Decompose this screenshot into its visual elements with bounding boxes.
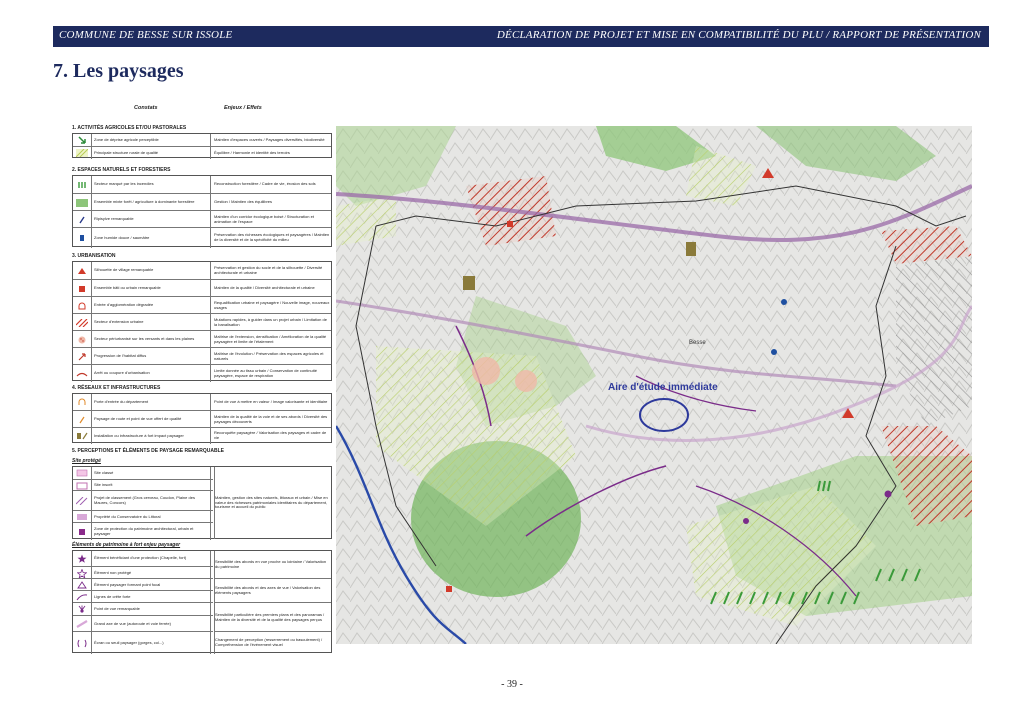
legend-row (73, 522, 213, 540)
page-header-band (53, 26, 989, 47)
curve-line-icon (73, 365, 92, 382)
legend-label: Ensemble bâti ou urbain remarquable (94, 280, 211, 297)
legend-group (72, 550, 332, 653)
col-header-constats: Constats (134, 105, 158, 111)
legend-effect: Reconquête paysagère / Valorisation des paysages et cadre de vie (214, 430, 327, 440)
legend-row (73, 490, 213, 511)
legend-effect: Préservation et gestion du socle et de la silhouette / Diversité architecturale et urbaine (214, 264, 323, 275)
section-title: 3. URBANISATION (72, 253, 116, 259)
legend-effect: Sensibilité des abords en vue proche ou lointaine / Valorisation du patrimoine (214, 551, 331, 578)
legend-group (72, 393, 332, 443)
legend-row (73, 427, 331, 444)
legend-effect: Changement de perception (resserrement ou basculement) / Compréhension de l'événement visuel (214, 631, 331, 654)
legend-row (73, 347, 331, 365)
legend-label: Porte d'entrée du département (94, 394, 211, 410)
triangle-filled-icon (73, 262, 92, 279)
page-title: 7. Les paysages (53, 60, 184, 82)
legend-label: Projet de classement (Gros cerveau, Coudon, Plaine des Maures, Concors) (94, 491, 211, 511)
study-area-label: Aire d'étude immédiate (608, 382, 718, 393)
zppaup-swatch-icon (73, 523, 92, 540)
legend-effect: Reconstruction forestière / Cadre de vie, érosion des sols (214, 181, 316, 187)
legend-effect: Maintien de la qualité / Diversité architecturale et urbaine (214, 285, 315, 291)
remarkable-built-marker (446, 586, 452, 592)
legend-label: Silhouette de village remarquable (94, 262, 211, 279)
legend-row (73, 313, 331, 331)
legend-label: Site inscrit (94, 480, 211, 491)
ripisylve-line-icon (73, 211, 92, 228)
col-header-enjeux: Enjeux / Effets (224, 105, 262, 111)
legend-label: Site classé (94, 467, 211, 479)
legend-row (73, 210, 331, 228)
legend-effect: Sensibilité des abords et des axes de vue / Valorisation des éléments paysagers (214, 578, 331, 603)
legend-label: Zone de protection du patrimoine architectural, urbain et paysager (94, 523, 211, 540)
wetland-marker (771, 349, 777, 355)
legend-label: Propriété du Conservatoire du Littoral (94, 511, 211, 523)
legend-effect: Gestion / Maintien des équilibres (214, 199, 273, 205)
page-number: - 39 - (501, 679, 523, 690)
legend-row (73, 330, 331, 348)
legend-label: Secteur d'extension urbaine (94, 314, 211, 331)
header-document-title: DÉCLARATION DE PROJET ET MISE EN COMPATIBILITÉ DU PLU / RAPPORT DE PRÉSENTATION (496, 29, 981, 41)
section-title: 1. ACTIVITÉS AGRICOLES ET/OU PASTORALES (72, 125, 187, 131)
screen-threshold-icon (73, 632, 92, 654)
legend-row (73, 602, 213, 616)
arrow-icon (73, 134, 92, 146)
legend-row (73, 176, 331, 193)
legend-group (72, 466, 332, 539)
place-label-besse: Besse (689, 340, 706, 346)
landscape-map (336, 126, 972, 644)
header-commune: COMMUNE DE BESSE SUR ISSOLE (59, 29, 233, 41)
viewpoint-marker (885, 491, 892, 498)
legend-label: Élément paysager formant point focal (94, 579, 211, 591)
legend-label: Grand axe de vue (autoroute et voie ferrée) (94, 616, 211, 632)
subheading-site-protege: Site protégé (72, 458, 101, 464)
arch-outline-icon (73, 297, 92, 314)
legend-effect: Requalification urbaine et paysagère / Nouvelle image, nouveaux usages (214, 299, 330, 310)
legend-effect: Maîtrise de l'extension, densification / Amélioration de la qualité paysagère et limite de l'étalement (214, 333, 327, 344)
legend-effect: Maintien, gestion des sites naturels, littoraux et urbain / Mise en valeur des richesses patrimoniales identitaires du département, tourisme et accueil du public (214, 467, 331, 539)
legend-label: Ripisylve remarquable (94, 211, 211, 228)
gateway-icon (73, 394, 92, 410)
periurban-sector (472, 357, 500, 385)
legend-effect: Maintien d'un corridor écologique boisé / Structuration et animation de l'espace (214, 213, 314, 224)
wetland-square-icon (73, 228, 92, 248)
hatch-swatch-icon (73, 147, 92, 159)
infrastructure-marker (463, 276, 475, 290)
legend-row (73, 296, 331, 314)
road-view-icon (73, 411, 92, 428)
legend-label: Entrée d'agglomération dégradée (94, 297, 211, 314)
legend-label: Zone humide douce / saumâtre (94, 228, 211, 248)
legend-row (73, 146, 331, 159)
remarkable-built-marker (507, 221, 513, 227)
legend-label: Secteur marqué par les incendies (94, 176, 211, 193)
arrow-diag-icon (73, 348, 92, 365)
section-title: 2. ESPACES NATURELS ET FORESTIERS (72, 167, 171, 173)
legend-label: Élément non protégé (94, 567, 211, 579)
legend-effect: Maintien de la qualité de la voie et de ses abords / Diversité des paysages découverts (214, 413, 328, 424)
projet-classement-swatch-icon (73, 491, 92, 511)
legend-label: Arrêt ou coupure d'urbanisation (94, 365, 211, 382)
square-filled-icon (73, 280, 92, 297)
dot-pattern-icon (73, 331, 92, 348)
section-title: 4. RÉSEAUX ET INFRASTRUCTURES (72, 385, 161, 391)
legend-label: Lignes de crête forte (94, 591, 211, 603)
forest-swatch-icon (73, 194, 92, 211)
legend-label: Principale structure rurale de qualité (94, 147, 211, 159)
legend-effect: Maintien d'espaces ouverts / Paysages diversifiés, biodiversité (214, 136, 325, 142)
legend-row (73, 551, 213, 566)
legend-effect: Équilibre / Harmonie et identité des terroirs (214, 149, 290, 155)
legend-label: Écran ou seuil paysager (gorges, col...) (94, 632, 211, 654)
legend-row (73, 262, 331, 279)
legend-effect: Mutations rapides, à guider dans un projet urbain / Limitation de la banalisation (214, 316, 327, 327)
legend-label: Ensemble mixte forêt / agriculture à dominante forestière (94, 194, 211, 211)
legend-label: Progression de l'habitat diffus (94, 348, 211, 365)
legend-row (73, 134, 331, 146)
section-title: 5. PERCEPTIONS ET ÉLÉMENTS DE PAYSAGE REMARQUABLE (72, 448, 224, 454)
legend-row (73, 394, 331, 410)
legend-effect: Préservation des richesses écologiques et paysagères / Maintien de la diversité et de la spécificité du milieu (214, 232, 330, 242)
legend-effect: Limite donnée au tissu urbain / Conservation de continuité paysagère, espace de respiration (214, 367, 317, 378)
viewpoint-marker (743, 518, 749, 524)
site-classe-swatch-icon (73, 467, 92, 479)
legend-label: Installation ou infrastructure à fort impact paysager (94, 428, 211, 444)
legend-effect: Point de vue à mettre en valeur / Image valorisante et identitaire (214, 398, 328, 404)
legend-group (72, 175, 332, 247)
legend-label: Zone de déprise agricole perceptible (94, 134, 211, 146)
legend-row (73, 193, 331, 211)
star-filled-icon (73, 551, 92, 566)
legend-label: Élément bénéficiant d'une protection (Chapelle, fort) (94, 551, 211, 566)
legend-row (73, 467, 213, 479)
infrastructure-marker (686, 242, 696, 256)
infrastructure-icon (73, 428, 92, 444)
fire-mark-icon (73, 176, 92, 193)
legend-effect: Sensibilité particulière des premiers plans et des panoramas / Maintien de la diversité et de la qualité des paysages perçus (214, 602, 331, 632)
legend-row (73, 364, 331, 382)
legend-row (73, 227, 331, 248)
legend-effect: Maîtrise de l'évolution / Préservation des espaces agricoles et naturels (214, 350, 324, 361)
periurban-sector (515, 370, 537, 392)
legend-label: Point de vue remarquable (94, 603, 211, 616)
legend-row (73, 615, 213, 632)
view-axis-icon (73, 616, 92, 632)
hatch-red-swatch-icon (73, 314, 92, 331)
legend-row (73, 410, 331, 428)
subheading-elements-patrimoine: Éléments de patrimoine à fort enjeu paysager (72, 542, 181, 548)
legend-label: Paysage de route et point de vue offert de qualité (94, 411, 211, 428)
wetland-marker (781, 299, 787, 305)
legend-row (73, 631, 213, 654)
legend-label: Secteur périurbanisé sur les versants et dans les plaines (94, 331, 211, 348)
legend-row (73, 279, 331, 297)
legend-group (72, 261, 332, 381)
legend-group (72, 133, 332, 158)
